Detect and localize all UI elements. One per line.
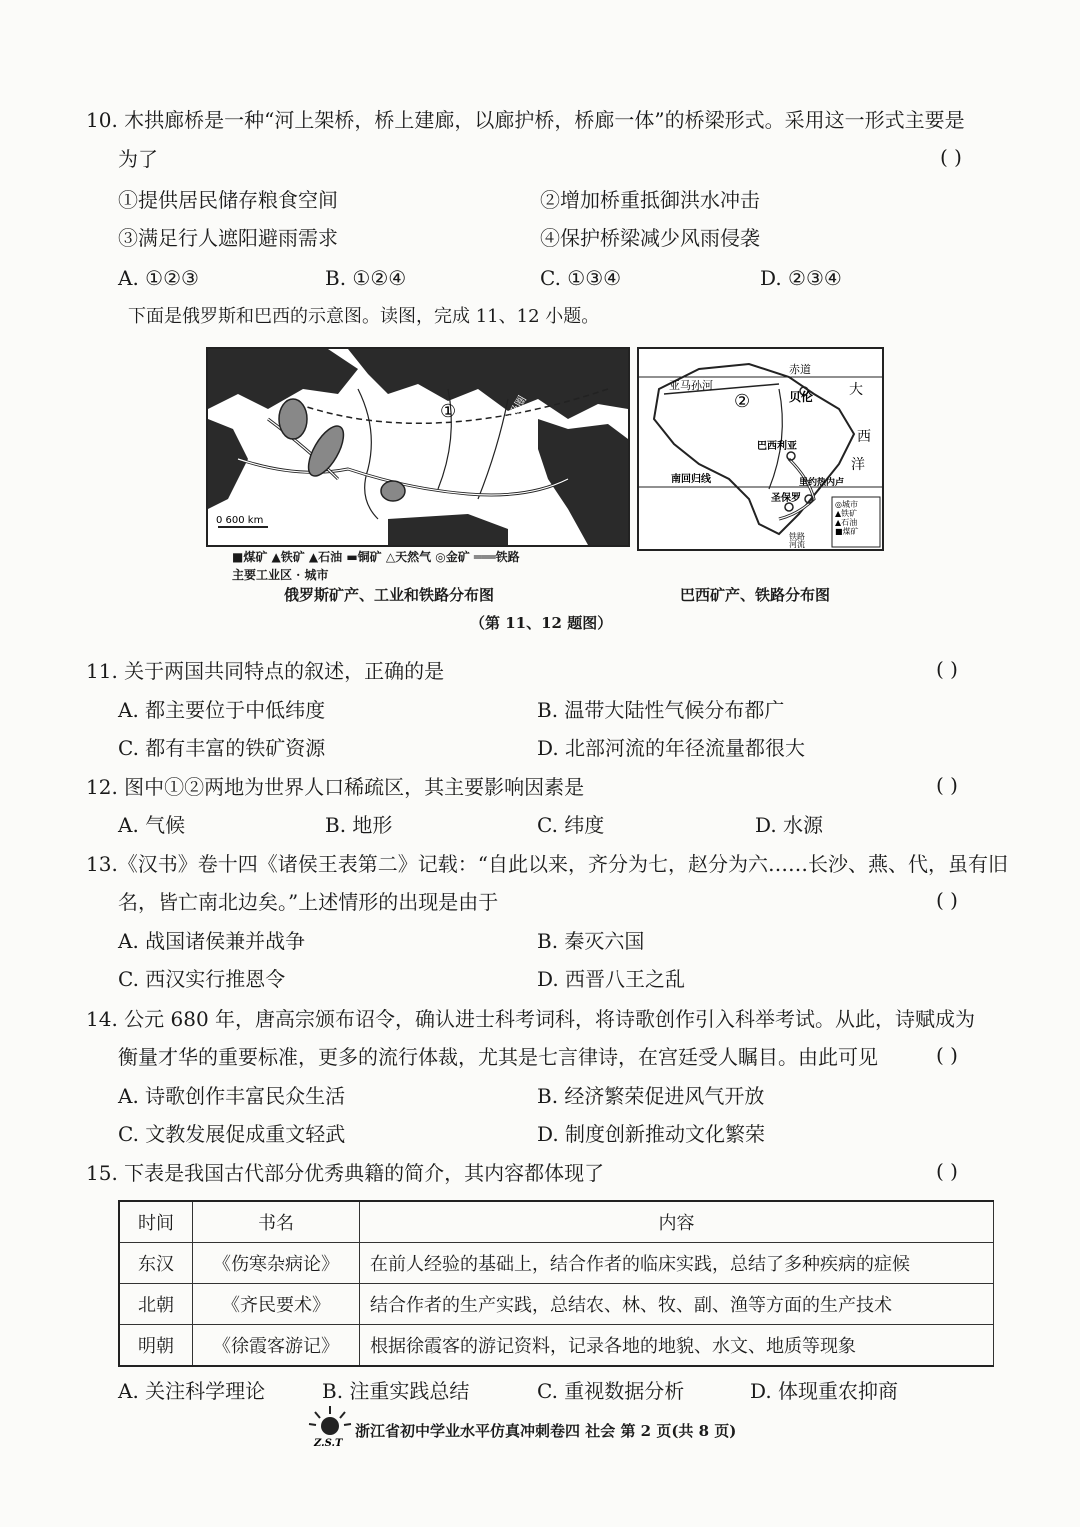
q10-item-3: ③满足行人遮阳避雨需求	[118, 226, 338, 250]
brazil-legend-iron: ▲铁矿	[835, 509, 858, 518]
q10-choice-a: A. ①②③	[118, 266, 199, 290]
q10-choice-c: C. ①③④	[540, 266, 622, 290]
q11-choice-b: B. 温带大陆性气候分布都广	[537, 698, 785, 722]
brazil-marker-2: ②	[734, 391, 751, 412]
cell-time: 北朝	[119, 1284, 193, 1325]
label-xi: 西	[857, 429, 871, 445]
q12-choice-d: D. 水源	[755, 813, 824, 837]
brazil-legend-oil: ▲石油	[835, 518, 858, 527]
q12-choice-a: A. 气候	[118, 813, 186, 837]
q13-answer-paren: ( )	[936, 888, 958, 912]
label-tropic: 南回归线	[671, 474, 711, 485]
label-sao-paulo: 圣保罗	[771, 493, 801, 504]
brazil-legend-river: 河流	[789, 540, 805, 549]
page-footer: 浙江省初中学业水平仿真冲刺卷四 社会 第 2 页(共 8 页)	[355, 1422, 737, 1440]
russia-map	[206, 347, 630, 547]
publisher-logo	[305, 1404, 355, 1448]
q15-choice-b: B. 注重实践总结	[322, 1379, 470, 1403]
table-row	[119, 1325, 994, 1367]
intro-11-12: 下面是俄罗斯和巴西的示意图。读图，完成 11、12 小题。	[128, 306, 600, 327]
label-yang: 洋	[851, 457, 865, 473]
q10-stem-line2: 为了	[118, 147, 158, 171]
q13-stem-line2: 名，皆亡南北边矣。”上述情形的出现是由于	[118, 890, 499, 914]
cell-time: 明朝	[119, 1325, 193, 1367]
q15-stem: 15. 下表是我国古代部分优秀典籍的简介，其内容都体现了	[86, 1161, 605, 1185]
q11-stem: 11. 关于两国共同特点的叙述，正确的是	[86, 659, 445, 683]
q14-choice-a: A. 诗歌创作丰富民众生活	[118, 1084, 346, 1108]
q14-stem-line2: 衡量才华的重要标准，更多的流行体裁，尤其是七言律诗，在宫廷受人瞩目。由此可见	[118, 1045, 878, 1069]
q11-choice-c: C. 都有丰富的铁矿资源	[118, 736, 326, 760]
cell-content: 结合作者的生产实践，总结农、林、牧、副、渔等方面的生产技术	[360, 1284, 994, 1325]
russia-marker-1: ①	[440, 401, 457, 422]
cell-book: 《伤寒杂病论》	[193, 1243, 360, 1284]
q13-choice-c: C. 西汉实行推恩令	[118, 967, 286, 991]
brazil-legend-rail: 铁路	[789, 532, 805, 541]
russia-map-title: 俄罗斯矿产、工业和铁路分布图	[284, 586, 495, 604]
header-time: 时间	[119, 1201, 193, 1243]
q11-answer-paren: ( )	[936, 657, 958, 681]
q10-item-2: ②增加桥重抵御洪水冲击	[540, 188, 760, 212]
q15-choice-a: A. 关注科学理论	[118, 1379, 266, 1403]
russia-map-drawing	[208, 349, 628, 545]
table-row	[119, 1243, 994, 1284]
arctic-circle-label: 北极圈	[501, 393, 530, 429]
label-da: 大	[849, 382, 863, 398]
q12-choice-b: B. 地形	[325, 813, 393, 837]
russia-legend-line1: ■煤矿 ▲铁矿 ▲石油 ▬铜矿 △天然气 ◎金矿 ═══铁路	[232, 550, 520, 564]
q11-choice-a: A. 都主要位于中低纬度	[118, 698, 326, 722]
q14-choice-b: B. 经济繁荣促进风气开放	[537, 1084, 765, 1108]
label-amazon: 亚马孙河	[669, 379, 713, 392]
label-belem: 贝伦	[789, 390, 814, 404]
q14-answer-paren: ( )	[936, 1043, 958, 1067]
header-book: 书名	[193, 1201, 360, 1243]
logo-text: Z.S.T	[314, 1438, 343, 1448]
q13-stem-line1: 13.《汉书》卷十四《诸侯王表第二》记载：“自此以来，齐分为七，赵分为六……长沙、燕、代，虽有旧	[86, 852, 1009, 876]
q15-answer-paren: ( )	[936, 1159, 958, 1183]
table-row	[119, 1284, 994, 1325]
label-equator: 赤道	[789, 363, 811, 376]
q14-choice-c: C. 文教发展促成重文轻武	[118, 1122, 346, 1146]
cell-content: 根据徐霞客的游记资料，记录各地的地貌、水文、地质等现象	[360, 1325, 994, 1367]
q15-choice-c: C. 重视数据分析	[537, 1379, 685, 1403]
russia-legend-line2: 主要工业区 · 城市	[232, 568, 329, 582]
q13-choice-a: A. 战国诸侯兼并战争	[118, 929, 306, 953]
cell-book: 《齐民要术》	[193, 1284, 360, 1325]
q10-choice-b: B. ①②④	[325, 266, 407, 290]
cell-time: 东汉	[119, 1243, 193, 1284]
cell-content: 在前人经验的基础上，结合作者的临床实践，总结了多种疾病的症候	[360, 1243, 994, 1284]
q11-choice-d: D. 北部河流的年径流量都很大	[537, 736, 806, 760]
q12-choice-c: C. 纬度	[537, 813, 605, 837]
q14-choice-d: D. 制度创新推动文化繁荣	[537, 1122, 766, 1146]
brazil-map	[637, 347, 884, 551]
q14-stem-line1: 14. 公元 680 年，唐高宗颁布诏令，确认进士科考词科，将诗歌创作引入科举考试。从此，诗赋成为	[86, 1007, 976, 1031]
brazil-map-drawing	[639, 349, 882, 549]
table-header-row	[119, 1201, 994, 1243]
q13-choice-b: B. 秦灭六国	[537, 929, 645, 953]
q12-stem: 12. 图中①②两地为世界人口稀疏区，其主要影响因素是	[86, 775, 585, 799]
q10-answer-paren: ( )	[940, 145, 962, 169]
label-rio: 里约热内卢	[799, 478, 845, 488]
q12-answer-paren: ( )	[936, 773, 958, 797]
q15-choice-d: D. 体现重农抑商	[750, 1379, 899, 1403]
q10-choice-d: D. ②③④	[760, 266, 842, 290]
q10-item-4: ④保护桥梁减少风雨侵袭	[540, 226, 760, 250]
label-brasilia: 巴西利亚	[757, 441, 797, 452]
brazil-legend-coal: ■煤矿	[835, 527, 859, 536]
cell-book: 《徐霞客游记》	[193, 1325, 360, 1367]
q13-choice-d: D. 西晋八王之乱	[537, 967, 686, 991]
figure-caption: （第 11、12 题图）	[470, 614, 613, 632]
q10-item-1: ①提供居民储存粮食空间	[118, 188, 338, 212]
brazil-legend-city: ◎城市	[835, 500, 858, 509]
brazil-map-title: 巴西矿产、铁路分布图	[680, 586, 831, 604]
q10-stem-line1: 10. 木拱廊桥是一种“河上架桥，桥上建廊，以廊护桥，桥廊一体”的桥梁形式。采用这一形式主要是	[86, 108, 965, 132]
books-table	[118, 1200, 994, 1367]
header-content: 内容	[360, 1201, 994, 1243]
russia-scale: 0 600 km	[216, 515, 264, 526]
